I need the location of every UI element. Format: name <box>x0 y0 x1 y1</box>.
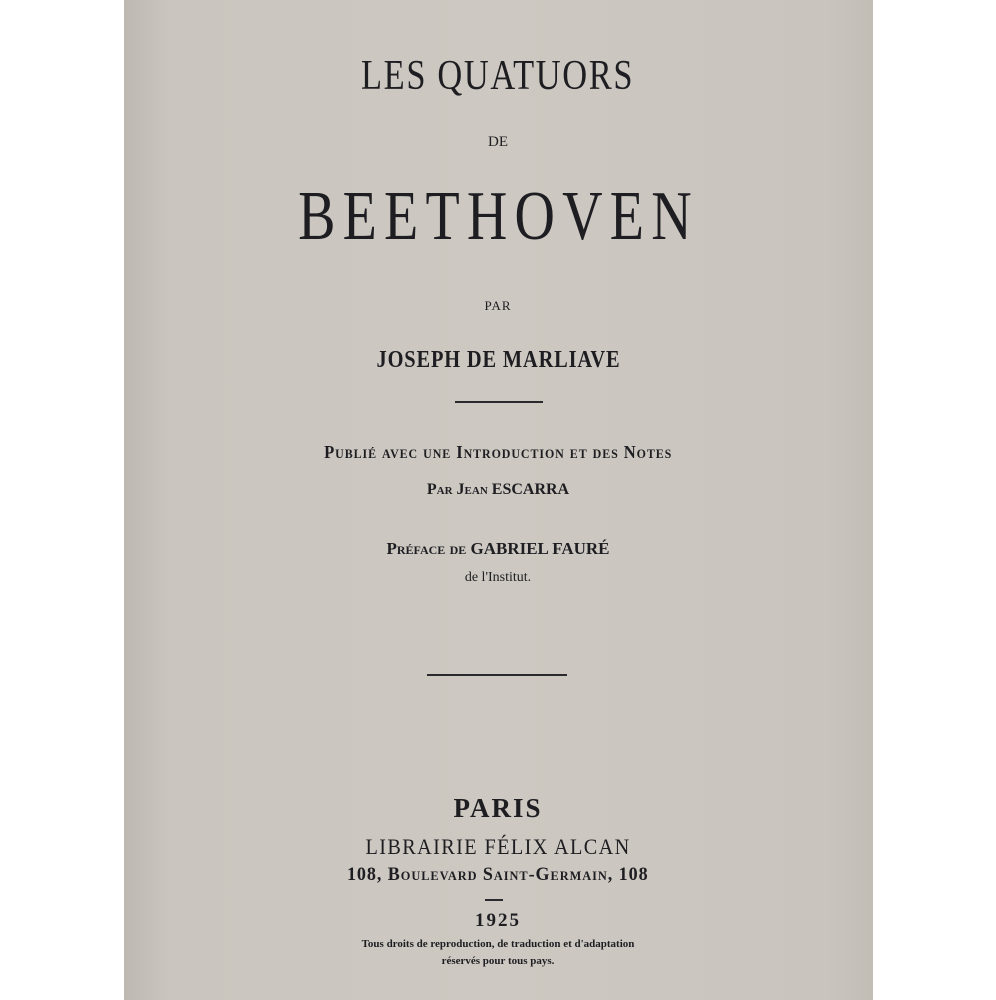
title-de-text: DE <box>488 134 508 150</box>
city-text: PARIS <box>453 793 543 823</box>
divider-rule <box>427 674 567 676</box>
preface-affiliation <box>0 571 996 585</box>
title-de <box>0 135 996 150</box>
address-text: 108, Boulevard Saint-Germain, 108 <box>347 864 649 885</box>
par-text: PAR <box>484 298 512 313</box>
address <box>0 865 996 884</box>
par <box>0 299 996 312</box>
editor-line <box>0 482 996 498</box>
title-main <box>0 178 996 255</box>
year <box>0 911 996 930</box>
publisher <box>0 836 996 858</box>
author-text: JOSEPH DE MARLIAVE <box>376 347 620 373</box>
title-line1 <box>0 55 996 97</box>
publisher-text: LIBRAIRIE FÉLIX ALCAN <box>365 834 631 859</box>
rights-line1-text: Tous droits de reproduction, de traduction et d'adaptation <box>361 938 635 950</box>
title-main-text: BEETHOVEN <box>297 178 699 255</box>
rights-line2-text: réservés pour tous pays. <box>441 955 555 967</box>
divider-dash <box>485 899 503 901</box>
editor-prefix: Par Jean <box>426 481 488 498</box>
preface-line <box>0 540 996 557</box>
title-line1-text: LES QUATUORS <box>361 53 635 99</box>
published-with-text: Publié avec une Introduction et des Notes <box>323 442 673 462</box>
preface-author: GABRIEL FAURÉ <box>470 539 610 558</box>
divider-rule <box>455 401 543 403</box>
preface-affiliation-text: de l'Institut. <box>464 570 532 585</box>
author <box>0 348 996 372</box>
year-text: 1925 <box>475 910 521 931</box>
editor-name: ESCARRA <box>491 481 570 498</box>
rights-line2 <box>0 956 996 967</box>
published-with <box>0 443 996 461</box>
rights-line1 <box>0 939 996 950</box>
city <box>0 795 996 822</box>
preface-prefix: Préface de <box>386 539 467 558</box>
